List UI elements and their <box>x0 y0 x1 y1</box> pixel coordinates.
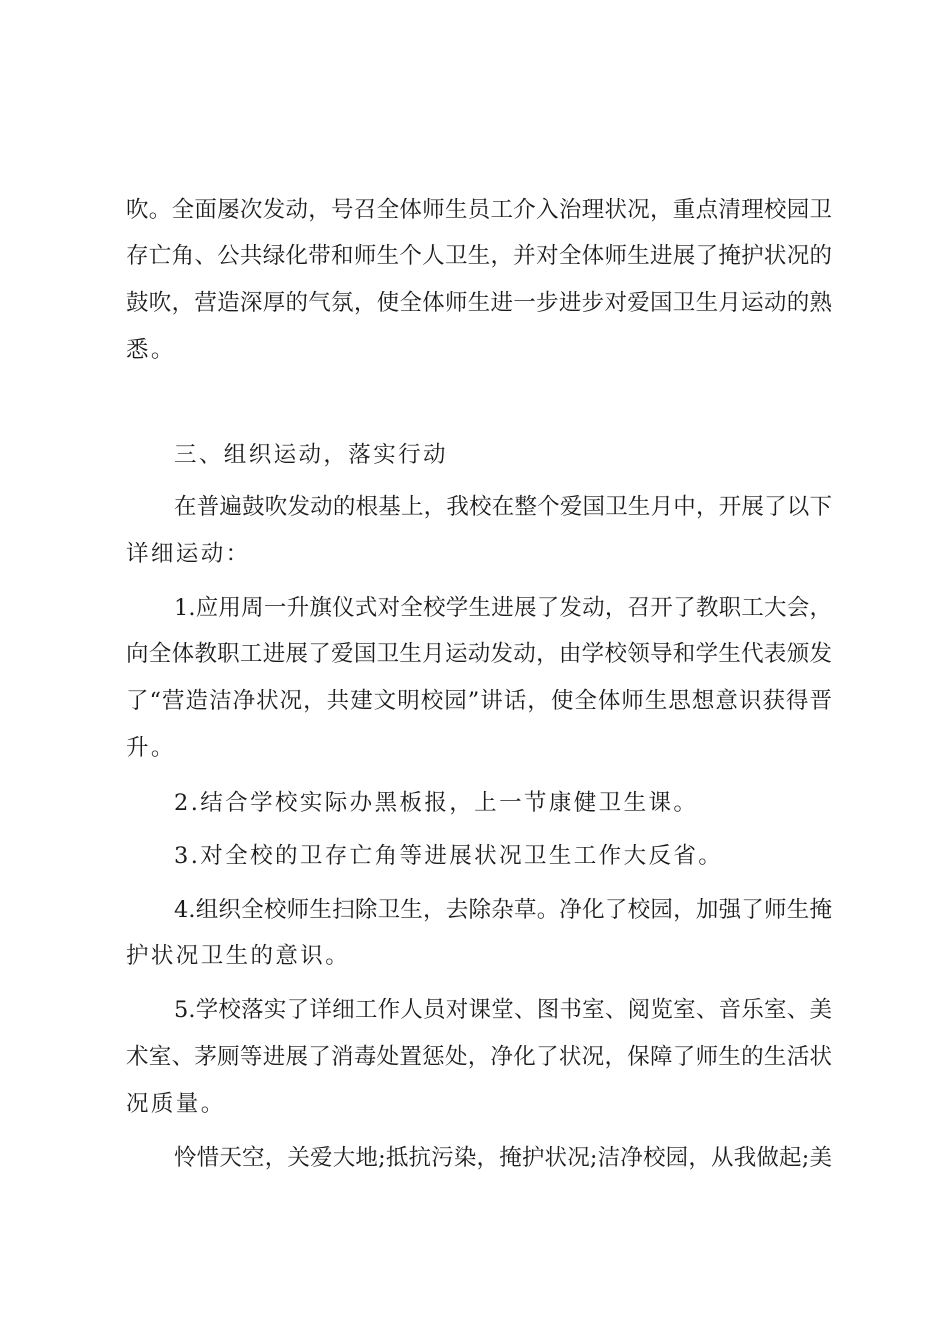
item-5-line-2: 术室、茅厕等进展了消毒处置惩处，净化了状况，保障了师生的生活状 <box>126 1044 832 1070</box>
paragraph-1-line-4: 悉。 <box>126 337 176 363</box>
item-4-line-2: 护状况卫生的意识。 <box>126 943 351 969</box>
item-5-line-1: 5.学校落实了详细工作人员对课堂、图书室、阅览室、音乐室、美 <box>174 997 832 1023</box>
paragraph-2-line-2: 详细运动： <box>126 541 251 567</box>
paragraph-1-line-3: 鼓吹，营造深厚的气氛，使全体师生进一步进步对爱国卫生月运动的熟 <box>126 290 832 316</box>
section-heading: 三、组织运动，落实行动 <box>174 442 448 468</box>
paragraph-3-line-1: 怜惜天空，关爱大地;抵抗污染，掩护状况;洁净校园，从我做起;美 <box>174 1145 832 1171</box>
item-5-line-3: 况质量。 <box>126 1091 226 1117</box>
item-1-line-3: 了“营造洁净状况，共建文明校园”讲话，使全体师生思想意识获得晋 <box>126 688 832 714</box>
paragraph-1-line-2: 存亡角、公共绿化带和师生个人卫生，并对全体师生进展了掩护状况的 <box>126 243 832 269</box>
paragraph-2-line-1: 在普遍鼓吹发动的根基上，我校在整个爱国卫生月中，开展了以下 <box>174 494 832 520</box>
paragraph-1-line-1: 吹。全面屡次发动，号召全体师生员工介入治理状况，重点清理校园卫 <box>126 197 832 223</box>
item-1-line-1: 1.应用周一升旗仪式对全校学生进展了发动，召开了教职工大会， <box>174 595 832 621</box>
item-1-line-2: 向全体教职工进展了爱国卫生月运动发动，由学校领导和学生代表颁发 <box>126 641 832 667</box>
item-1-line-4: 升。 <box>126 735 176 761</box>
item-3-line-1: 3.对全校的卫存亡角等进展状况卫生工作大反省。 <box>174 843 724 869</box>
item-2-line-1: 2.结合学校实际办黑板报，上一节康健卫生课。 <box>174 790 699 816</box>
item-4-line-1: 4.组织全校师生扫除卫生，去除杂草。净化了校园，加强了师生掩 <box>174 897 832 923</box>
